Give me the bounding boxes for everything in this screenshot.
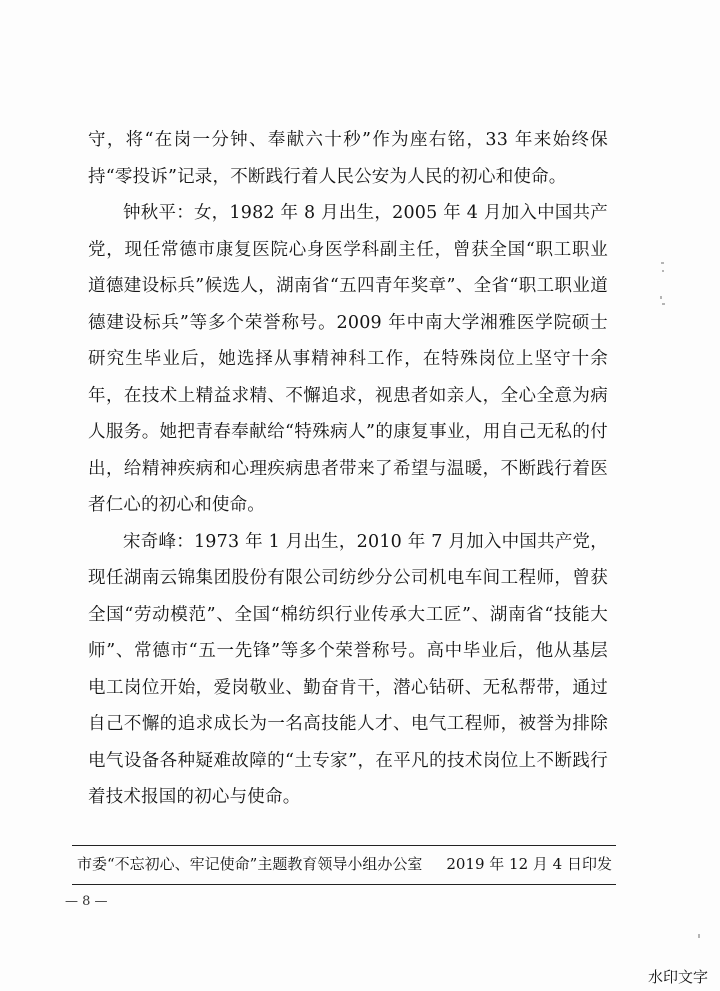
paragraph-text: 女，1982 年 8 月出生，2005 年 4 月加入中国共产党，现任常德市康复医院心身医学科副主任，曾获全国“职工职业道德建设标兵”候选人，湖南省“五四青年奖章”、全省“职工职业道德建设标兵”等多个荣誉称号。2009 年中南大学湘雅医学院硕士研究生毕业后，她选择从事精神科工作，在特殊岗位上坚守十余年，在技术上精益求精、不懈追求，视患者如亲人，全心全意为病人服务。她把青春奉献给“特殊病人”的康复事业，用自己无私的付出，给精神疾病和心理疾病患者带来了希望与温暖，不断践行着医者仁心的初心和使命。	[88, 203, 608, 515]
watermark-text: 水印文字	[647, 968, 708, 986]
footer-top-rule	[72, 845, 616, 846]
paragraph-song-qifeng	[88, 524, 608, 816]
footer-bottom-rule	[72, 884, 616, 885]
paragraph-text: 守，将“在岗一分钟、奉献六十秒”作为座右铭，33 年来始终保持“零投诉”记录，不断践行着人民公安为人民的初心和使命。	[88, 130, 608, 187]
person-name: 宋奇峰：	[123, 531, 194, 552]
issuing-office: 市委“不忘初心、牢记使命”主题教育领导小组办公室	[77, 855, 423, 873]
person-name: 钟秋平：	[123, 203, 194, 223]
page-number: — 8 —	[65, 894, 108, 909]
issue-date: 2019 年 12 月 4 日印发	[446, 855, 612, 873]
scan-speck	[660, 296, 662, 299]
paragraph-text: 1973 年 1 月出生，2010 年 7 月加入中国共产党，现任湖南云锦集团股份有限公司纺纱分公司机电车间工程师，曾获全国“劳动模范”、全国“棉纺织行业传承大工匠”、湖南省“技能大师”、常德市“五一先锋”等多个荣誉称号。高中毕业后，他从基层电工岗位开始，爱岗敬业、勤奋肯干，潜心钻研、无私帮带，通过自己不懈的追求成长为一名高技能人才、电气工程师，被誉为排除电气设备各种疑难故障的“土专家”，在平凡的技术岗位上不断践行着技术报国的初心与使命。	[88, 531, 608, 807]
scan-speck	[698, 934, 700, 938]
scan-speck	[662, 270, 664, 272]
paragraph-continuation	[88, 122, 608, 195]
scan-speck	[662, 303, 665, 305]
paragraph-zhong-qiuping	[88, 195, 608, 524]
scan-speck	[661, 262, 664, 264]
document-body	[88, 122, 608, 816]
